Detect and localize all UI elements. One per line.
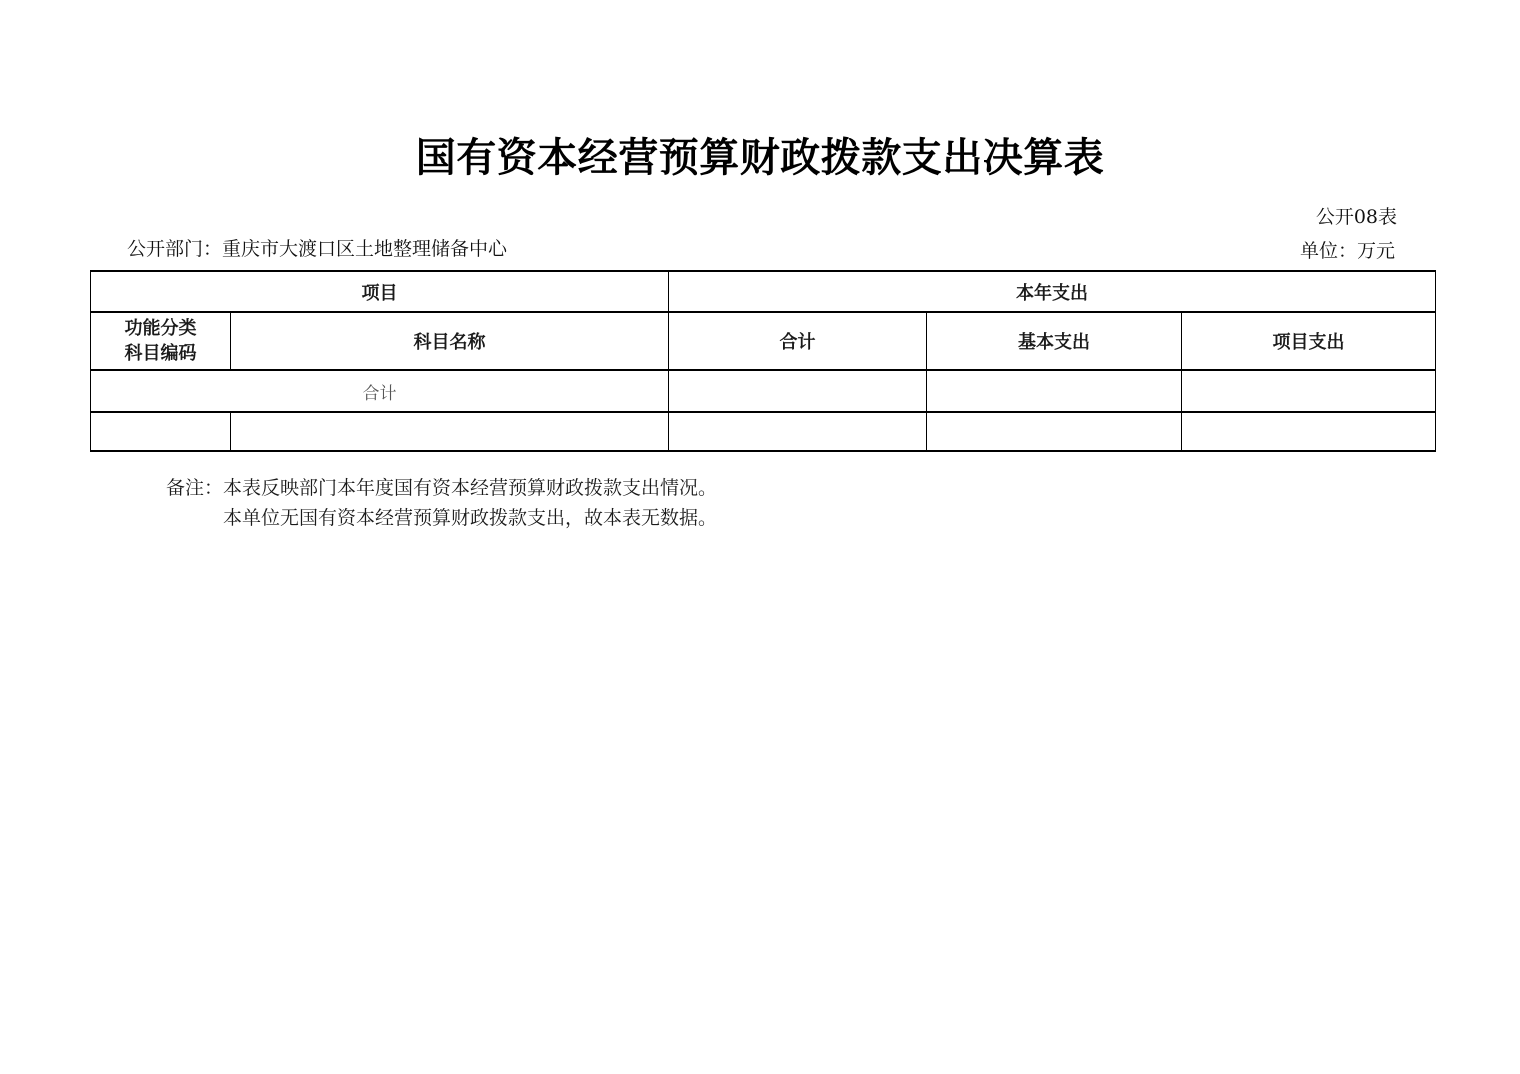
remark-block xyxy=(166,473,717,533)
empty-row-basic-cell xyxy=(927,412,1182,451)
total-row-project-cell xyxy=(1182,370,1436,412)
total-row-total-cell xyxy=(669,370,927,412)
table-number-label: 公开08表 xyxy=(1315,206,1397,228)
empty-row-total-cell xyxy=(669,412,927,451)
total-row-name-cell: 合计 xyxy=(91,370,669,412)
header-total: 合计 xyxy=(669,312,927,370)
page-title: 国有资本经营预算财政拨款支出决算表 xyxy=(415,136,1105,180)
empty-row-code-cell xyxy=(91,412,231,451)
table-row-empty xyxy=(91,412,1436,451)
remark-line-2: 本单位无国有资本经营预算财政拨款支出，故本表无数据。 xyxy=(223,507,718,529)
header-functional-code-line2: 科目编码 xyxy=(124,343,197,363)
header-functional-code-line1: 功能分类 xyxy=(124,318,197,338)
remark-lines xyxy=(223,473,717,533)
table-row-total xyxy=(91,370,1436,412)
total-row-basic-cell xyxy=(927,370,1182,412)
budget-table xyxy=(90,270,1436,452)
table-header-row-groups xyxy=(91,271,1436,312)
header-project-group: 项目 xyxy=(91,271,669,312)
table-header-row-columns xyxy=(91,312,1436,370)
header-functional-code xyxy=(91,312,231,370)
remark-label: 备注： xyxy=(166,477,224,499)
header-current-year-group: 本年支出 xyxy=(669,271,1436,312)
empty-row-project-cell xyxy=(1182,412,1436,451)
unit-label: 单位：万元 xyxy=(1299,240,1395,262)
header-project-expenditure: 项目支出 xyxy=(1182,312,1436,370)
header-subject-name: 科目名称 xyxy=(231,312,669,370)
remark-line-1: 本表反映部门本年度国有资本经营预算财政拨款支出情况。 xyxy=(223,477,718,499)
empty-row-name-cell xyxy=(231,412,669,451)
header-basic-expenditure: 基本支出 xyxy=(927,312,1182,370)
department-label: 公开部门：重庆市大渡口区土地整理储备中心 xyxy=(127,238,508,260)
